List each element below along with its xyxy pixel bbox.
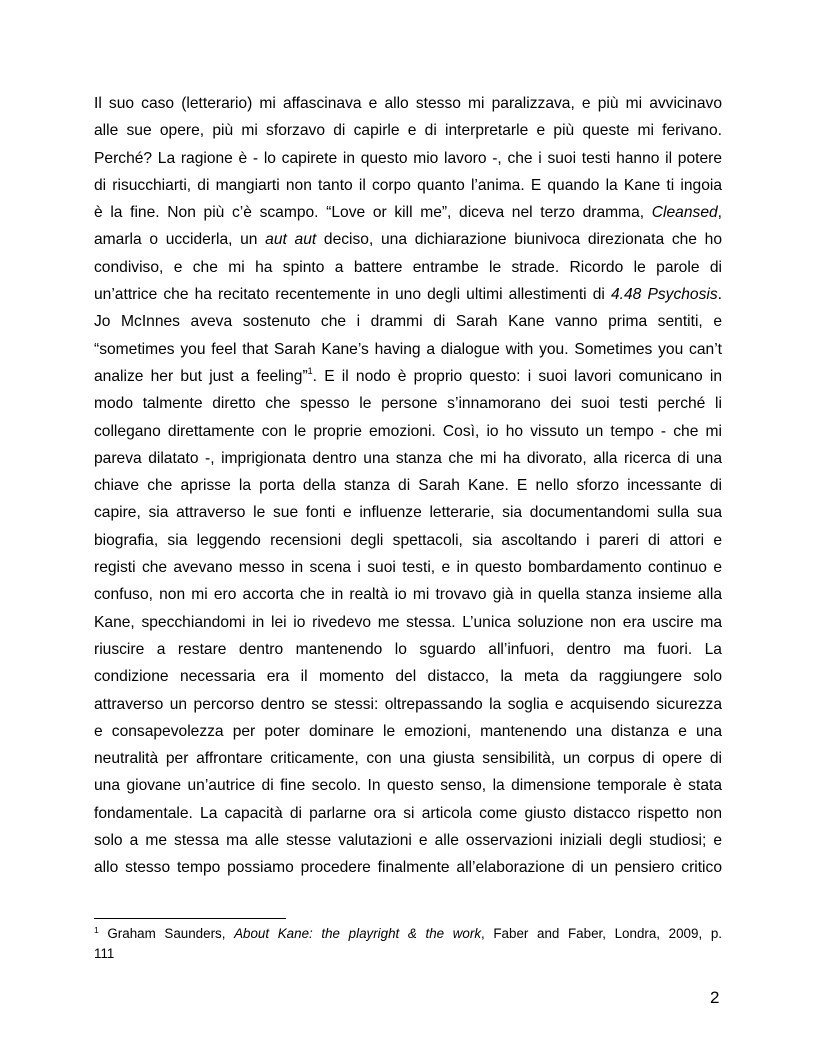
text-line xyxy=(94,226,722,253)
text-line: Kane, specchiandomi in lei io rivedevo me stessa. L’unica soluzione non era uscire ma xyxy=(94,613,722,631)
text-line: e consapevolezza per poter dominare le emozioni, mantenendo una distanza e una xyxy=(94,722,722,740)
footnote-page: 111 xyxy=(94,945,115,961)
italic-phrase-aut-aut: aut aut xyxy=(265,231,317,249)
text-segment: , xyxy=(717,204,723,222)
footnote-reference: 1 xyxy=(307,365,313,376)
page-number: 2 xyxy=(710,988,720,1007)
play-title-psychosis: 4.48 Psychosis xyxy=(611,286,718,304)
text-line: allo stesso tempo possiamo procedere finalmente all’elaborazione di un pensiero critico xyxy=(94,859,722,877)
text-line: capire, sia attraverso le sue fonti e influenze letterarie, sia documentandomi sulla sua xyxy=(94,504,722,522)
text-segment: deciso, una dichiarazione biunivoca direzionata che ho xyxy=(323,231,722,249)
footnote-line xyxy=(94,925,722,945)
text-line: chiave che aprisse la porta della stanza di Sarah Kane. E nello sforzo incessante di xyxy=(94,477,722,495)
text-segment: analize her but just a feeling” xyxy=(94,367,308,385)
text-segment: è la fine. Non più c’è scampo. “Love or kill me”, diceva nel terzo dramma, xyxy=(94,204,645,222)
text-line: Perché? La ragione è - lo capirete in questo mio lavoro -, che i suoi testi hanno il potere xyxy=(94,149,722,167)
text-line: neutralità per affrontare criticamente, con una giusta sensibilità, un corpus di opere di xyxy=(94,750,722,768)
text-line: modo talmente diretto che spesso le persone s’innamorano dei suoi testi perché li xyxy=(94,395,722,413)
text-line: riuscire a restare dentro mantenendo lo sguardo all’infuori, dentro ma fuori. La xyxy=(94,640,722,658)
body-text xyxy=(94,90,722,882)
text-line: alle sue opere, più mi sforzavo di capirle e di interpretarle e più queste mi ferivano. xyxy=(94,122,722,140)
text-line: “sometimes you feel that Sarah Kane’s having a dialogue with you. Sometimes you can’t xyxy=(94,340,722,358)
text-line xyxy=(94,199,722,226)
text-line: registi che avevano messo in scena i suoi testi, e in questo bombardamento continuo e xyxy=(94,559,722,577)
footnote-author: Graham Saunders, xyxy=(107,926,226,941)
text-line: Il suo caso (letterario) mi affascinava e allo stesso mi paralizzava, e più mi avvicinavo xyxy=(94,95,722,112)
text-line: solo a me stessa ma alle stesse valutazioni e alle osservazioni iniziali degli studiosi; e xyxy=(94,832,722,850)
footnote-marker: 1 xyxy=(94,925,99,935)
text-line: collegano direttamente con le proprie emozioni. Così, io ho vissuto un tempo - che mi xyxy=(94,422,722,440)
footnote xyxy=(94,925,722,963)
text-segment: . xyxy=(717,286,722,304)
text-line: di risucchiarti, di mangiarti non tanto il corpo quanto l’anima. E quando la Kane ti ingoia xyxy=(94,176,722,194)
footnote-details: , Faber and Faber, Londra, 2009, p. xyxy=(481,926,722,941)
text-segment: amarla o ucciderla, un xyxy=(94,231,258,249)
text-line: pareva dilatato -, imprigionata dentro una stanza che mi ha divorato, alla ricerca di una xyxy=(94,449,722,467)
text-line: condiviso, e che mi ha spinto a battere entrambe le strade. Ricordo le parole di xyxy=(94,258,722,276)
text-line xyxy=(94,363,722,390)
footnote-book-title: About Kane: the playright & the work xyxy=(234,926,482,941)
text-line: confuso, non mi ero accorta che in realtà io mi trovavo già in quella stanza insieme alla xyxy=(94,586,722,604)
text-line: una giovane un’autrice di fine secolo. In questo senso, la dimensione temporale è stata xyxy=(94,777,722,795)
text-line: biografia, sia leggendo recensioni degli spettacoli, sia ascoltando i pareri di attori e xyxy=(94,531,722,549)
text-line xyxy=(94,281,722,308)
play-title-cleansed: Cleansed xyxy=(651,204,718,222)
text-line: attraverso un percorso dentro se stessi: oltrepassando la soglia e acquisendo sicurezza xyxy=(94,695,722,713)
text-line: Jo McInnes aveva sostenuto che i drammi di Sarah Kane vanno prima sentiti, e xyxy=(94,313,722,331)
footnote-separator xyxy=(94,918,286,919)
text-segment: un’attrice che ha recitato recentemente in uno degli ultimi allestimenti di xyxy=(94,286,605,304)
text-line: fondamentale. La capacità di parlarne ora si articola come giusto distacco rispetto non xyxy=(94,804,722,822)
text-segment: . E il nodo è proprio questo: i suoi lavori comunicano in xyxy=(312,367,722,385)
text-line: condizione necessaria era il momento del distacco, la meta da raggiungere solo xyxy=(94,668,722,686)
